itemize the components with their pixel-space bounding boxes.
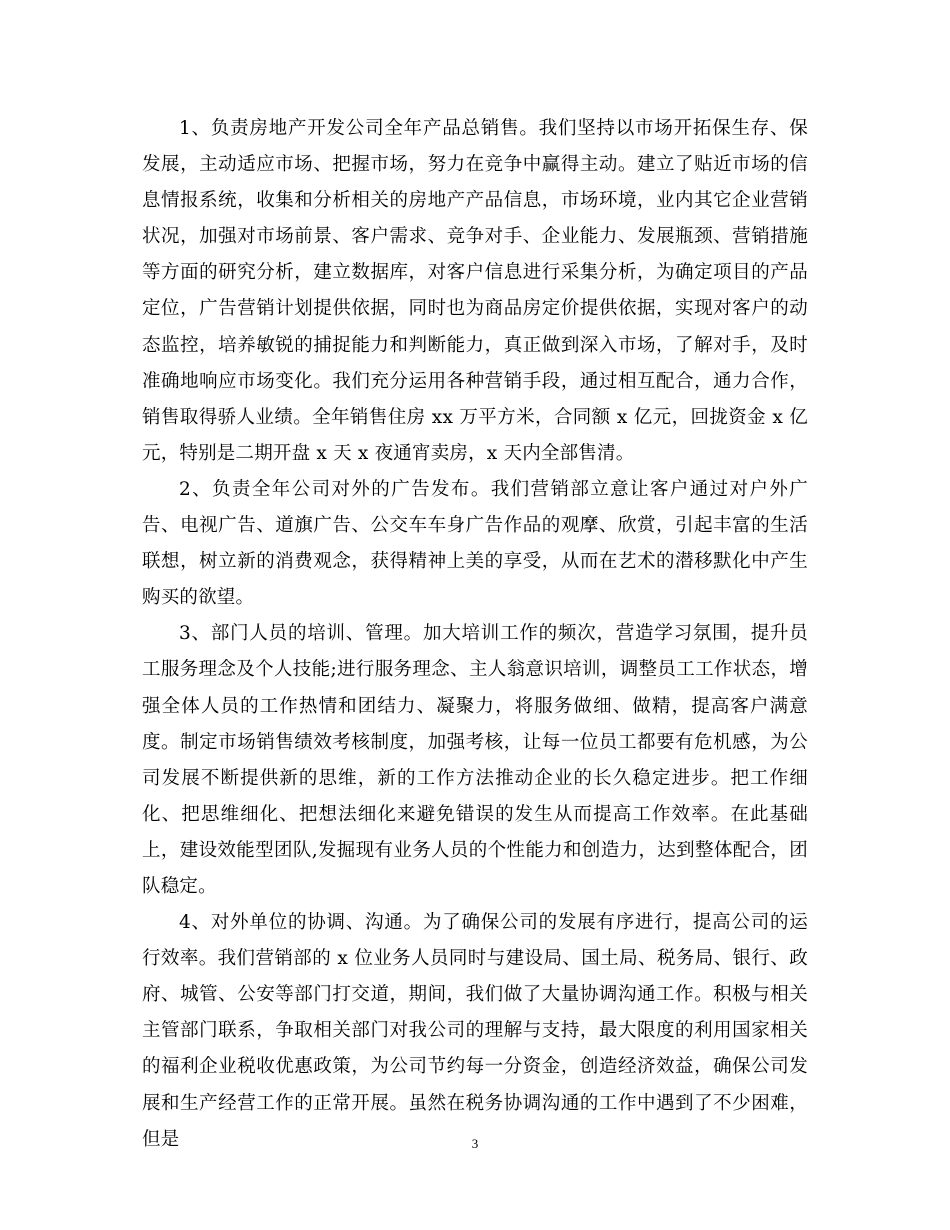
paragraph-sales: 1、负责房地产开发公司全年产品总销售。我们坚持以市场开拓保生存、保发展，主动适应市场、把握市场，努力在竞争中赢得主动。建立了贴近市场的信息情报系统，收集和分析相关的房地产产品信息，市场环境，业内其它企业营销状况，加强对市场前景、客户需求、竞争对手、企业能力、发展瓶颈、营销措施等方面的研究分析，建立数据库，对客户信息进行采集分析，为确定项目的产品定位，广告营销计划提供依据，同时也为商品房定价提供依据，实现对客户的动态监控，培养敏锐的捕捉能力和判断能力，真正做到深入市场，了解对手，及时准确地响应市场变化。我们充分运用各种营销手段，通过相互配合，通力合作，销售取得骄人业绩。全年销售住房 xx 万平方米，合同额 x 亿元，回拢资金 x 亿元，特别是二期开盘 x 天 x 夜通宵卖房，x 天内全部售清。 — [142, 118, 808, 464]
document-body — [142, 111, 808, 1158]
page-number: 3 — [471, 1136, 479, 1151]
paragraph-advertising: 2、负责全年公司对外的广告发布。我们营销部立意让客户通过对户外广告、电视广告、道旗广告、公交车车身广告作品的观摩、欣赏，引起丰富的生活联想，树立新的消费观念，获得精神上美的享受，从而在艺术的潜移默化中产生购买的欲望。 — [142, 478, 808, 609]
paragraph-coordination: 4、对外单位的协调、沟通。为了确保公司的发展有序进行，提高公司的运行效率。我们营销部的 x 位业务人员同时与建设局、国土局、税务局、银行、政府、城管、公安等部门打交道，期间，我们做了大量协调沟通工作。积极与相关主管部门联系，争取相关部门对我公司的理解与支持，最大限度的利用国家相关的福利企业税收优惠政策，为公司节约每一分资金，创造经济效益，确保公司发展和生产经营工作的正常开展。虽然在税务协调沟通的工作中遇到了不少困难，但是 — [142, 912, 808, 1150]
paragraph-training: 3、部门人员的培训、管理。加大培训工作的频次，营造学习氛围，提升员工服务理念及个人技能;进行服务理念、主人翁意识培训，调整员工工作状态，增强全体人员的工作热情和团结力、凝聚力，将服务做细、做精，提高客户满意度。制定市场销售绩效考核制度，加强考核，让每一位员工都要有危机感，为公司发展不断提供新的思维，新的工作方法推动企业的长久稳定进步。把工作细化、把思维细化、把想法细化来避免错误的发生从而提高工作效率。在此基础上，建设效能型团队,发掘现有业务人员的个性能力和创造力，达到整体配合，团队稳定。 — [142, 623, 808, 897]
